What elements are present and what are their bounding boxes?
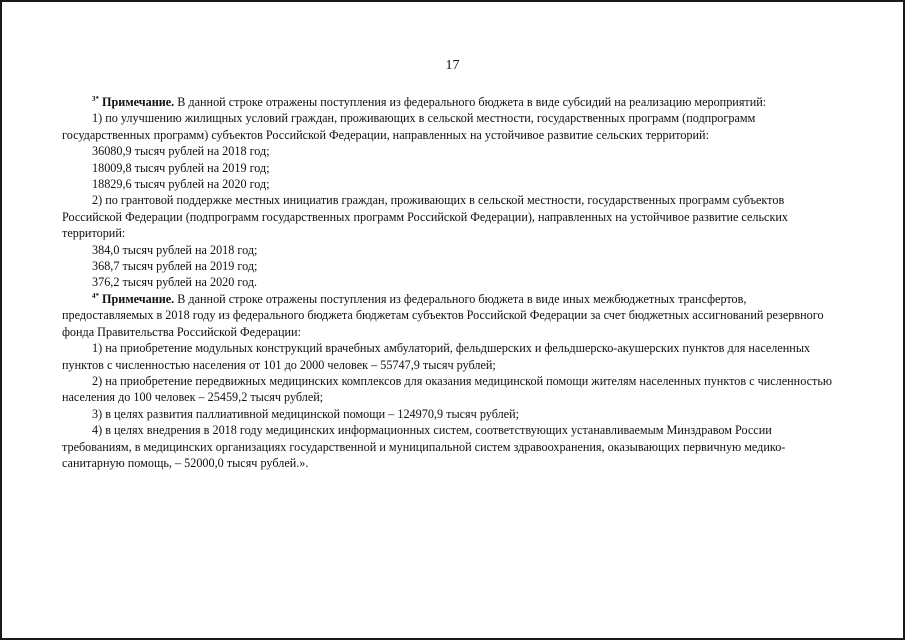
note-3-item-2-amount-2020: 376,2 тысяч рублей на 2020 год.: [92, 275, 258, 290]
note-3-item-2-amount-2018: 384,0 тысяч рублей на 2018 год;: [92, 242, 258, 257]
note-3-intro-text: В данной строке отражены поступления из федерального бюджета в виде субсидий на реализацию мероприятий:: [174, 95, 767, 109]
note-3-item-2-amount-2019: 368,7 тысяч рублей на 2019 год;: [92, 259, 258, 274]
note-4-intro: [62, 291, 838, 340]
note-4-intro-text: В данной строке отражены поступления из федерального бюджета в виде иных межбюджетных трансфертов, предоставляемых в 2018 году из федерального бюджета бюджетам субъектов Российской Федерации за счет бюджетных ассигнований резервного фонда Правительства Российской Федерации:: [62, 291, 824, 339]
note-3-item-1-amount-2019: 18009,8 тысяч рублей на 2019 год;: [92, 160, 270, 175]
note-3-title: Примечание.: [102, 95, 175, 109]
note-4-item-3: 3) в целях развития паллиативной медицинской помощи – 124970,9 тысяч рублей;: [92, 406, 519, 421]
document-body: [62, 94, 838, 471]
note-4-item-1: 1) на приобретение модульных конструкций врачебных амбулаторий, фельдшерских и фельдшерско-акушерских пунктов для населенных пунктов с численностью населения от 101 до 2000 человек – 55747,9 тысяч рублей;: [62, 341, 811, 372]
note-4-item-4: 4) в целях внедрения в 2018 году медицинских информационных систем, соответствующих устанавливаемым Минздравом России требованиям, в медицинских организациях государственной и муниципальной систем здравоохранения, оказывающих первичную медико-санитарную помощь, – 52000,0 тысяч рублей.».: [62, 423, 786, 470]
note-3-item-1: 1) по улучшению жилищных условий граждан, проживающих в сельской местности, государственных программ (подпрограмм государственных программ) субъектов Российской Федерации, направленных на устойчивое развитие сельских территорий:: [62, 111, 756, 142]
footnote-marker-4: 4*: [92, 291, 99, 300]
note-3-item-1-amount-2018: 36080,9 тысяч рублей на 2018 год;: [92, 144, 270, 159]
note-3-item-2: 2) по грантовой поддержке местных инициатив граждан, проживающих в сельской местности, государственных программ субъектов Российской Федерации (подпрограмм государственных программ Российской Федерации), направленных на устойчивое развитие сельских территорий:: [62, 193, 788, 241]
page-number: 17: [445, 58, 460, 73]
footnote-marker-3: 3*: [92, 95, 99, 103]
note-3-item-1-amount-2020: 18829,6 тысяч рублей на 2020 год;: [92, 177, 270, 192]
note-4-item-2: 2) на приобретение передвижных медицинских комплексов для оказания медицинской помощи жителям населенных пунктов с численностью населения до 100 человек – 25459,2 тысяч рублей;: [62, 373, 832, 405]
note-4-title: Примечание.: [102, 291, 175, 306]
note-3-intro: [62, 94, 838, 110]
